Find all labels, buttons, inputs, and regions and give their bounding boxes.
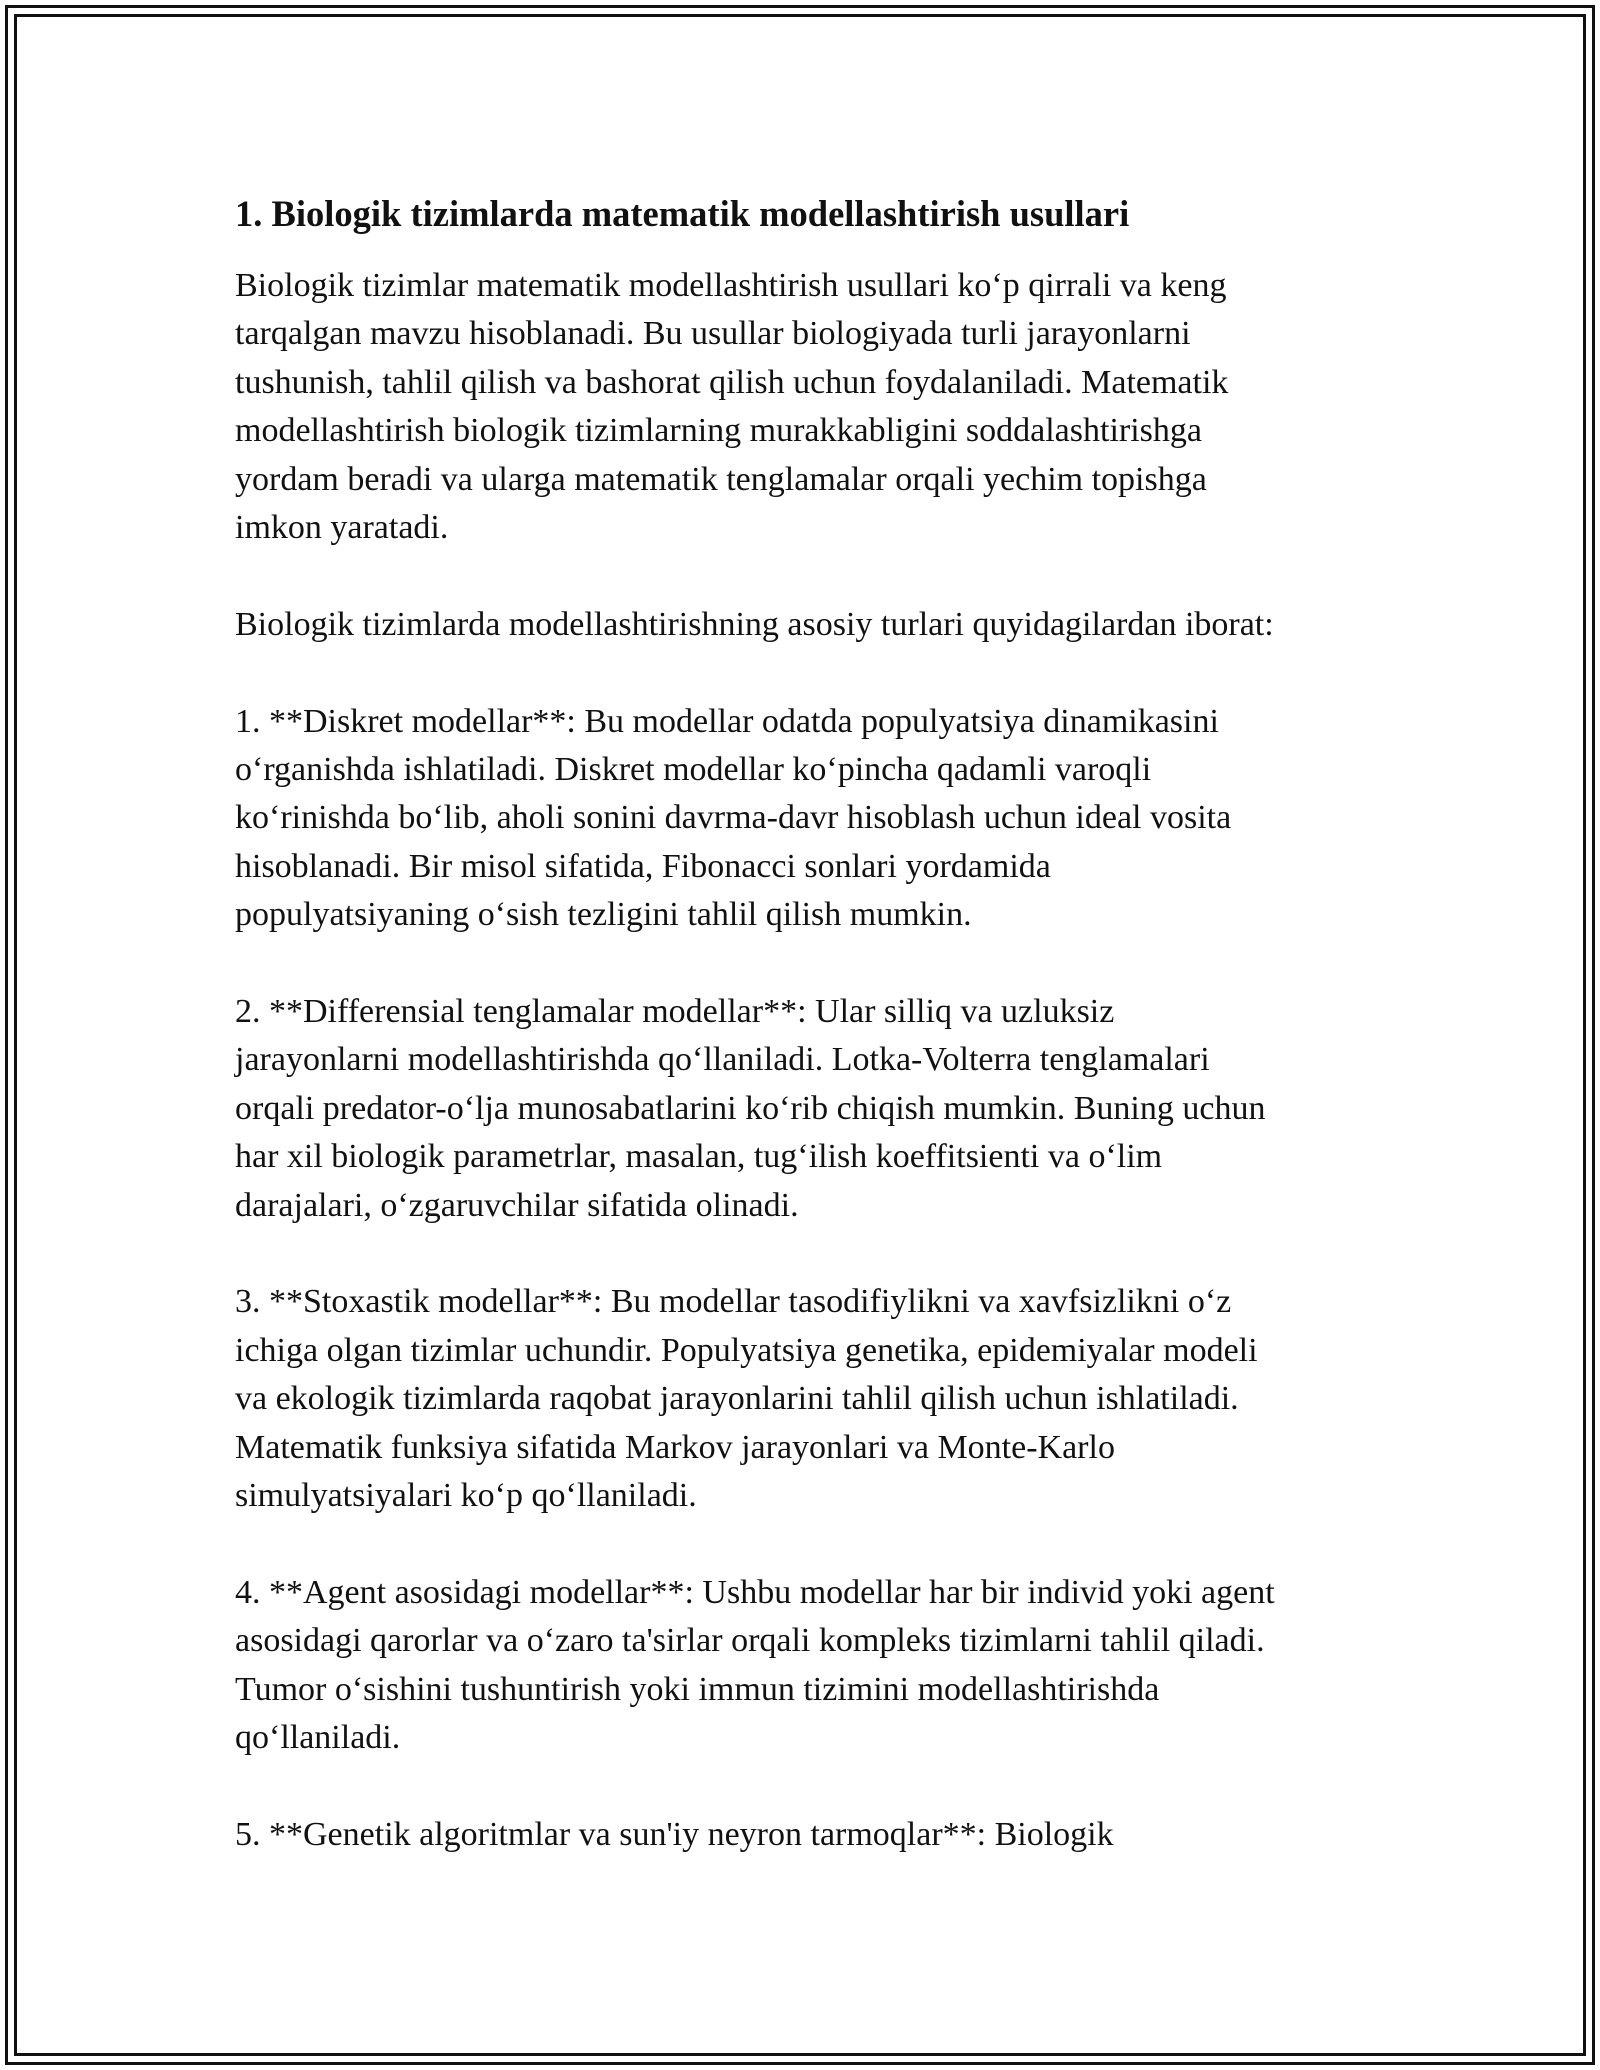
text-line: hisoblanadi. Bir misol sifatida, Fibonacci sonlari yordamida [235,847,1051,885]
paragraph-types-intro [235,601,1365,649]
paragraph-agent-models [235,1569,1365,1763]
text-line: 3. **Stoxastik modellar**: Bu modellar tasodifiylikni va xavfsizlikni o‘z [235,1283,1232,1321]
text-line: 4. **Agent asosidagi modellar**: Ushbu modellar har bir individ yoki agent [235,1573,1275,1611]
text-line: orqali predator-o‘lja munosabatlarini ko‘rib chiqish mumkin. Buning uchun [235,1089,1266,1127]
paragraph-differential-models [235,988,1365,1230]
text-line: ichiga olgan tizimlar uchundir. Populyatsiya genetika, epidemiyalar modeli [235,1331,1258,1369]
text-line: jarayonlarni modellashtirishda qo‘llaniladi. Lotka-Volterra tenglamalari [235,1041,1210,1079]
text-line: va ekologik tizimlarda raqobat jarayonlarini tahlil qilish uchun ishlatiladi. [235,1380,1239,1418]
text-line: har xil biologik parametrlar, masalan, tug‘ilish koeffitsienti va o‘lim [235,1138,1163,1176]
text-line: 5. **Genetik algoritmlar va sun'iy neyron tarmoqlar**: Biologik [235,1815,1114,1853]
text-line: 2. **Differensial tenglamalar modellar**: Ular silliq va uzluksiz [235,993,1115,1031]
text-line: yordam beradi va ularga matematik tenglamalar orqali yechim topishga [235,460,1207,498]
paragraph-genetic-algorithms [235,1811,1365,1859]
text-line: imkon yaratadi. [235,509,449,547]
text-line: populyatsiyaning o‘sish tezligini tahlil qilish mumkin. [235,896,972,934]
text-line: simulyatsiyalari ko‘p qo‘llaniladi. [235,1477,697,1515]
text-line: ko‘rinishda bo‘lib, aholi sonini davrma-davr hisoblash uchun ideal vosita [235,799,1232,837]
document-page [235,186,1365,1859]
text-line: o‘rganishda ishlatiladi. Diskret modellar ko‘pincha qadamli varoqli [235,751,1152,789]
paragraph-discrete-models [235,698,1365,940]
paragraph-stochastic-models [235,1278,1365,1520]
text-line: qo‘llaniladi. [235,1719,401,1757]
text-line: darajalari, o‘zgaruvchilar sifatida olinadi. [235,1186,799,1224]
text-line: Biologik tizimlar matematik modellashtirish usullari ko‘p qirrali va keng [235,267,1227,304]
text-line: modellashtirish biologik tizimlarning murakkabligini soddalashtirishga [235,412,1202,450]
text-line: 1. **Diskret modellar**: Bu modellar odatda populyatsiya dinamikasini [235,702,1219,740]
paragraph-intro [235,262,1365,552]
text-line: Tumor o‘sishini tushuntirish yoki immun tizimini modellashtirishda [235,1670,1160,1708]
text-line: Biologik tizimlarda modellashtirishning asosiy turlari quyidagilardan iborat: [235,605,1274,643]
section-heading: 1. Biologik tizimlarda matematik modellashtirish usullari [235,193,1130,234]
text-line: tushunish, tahlil qilish va bashorat qilish uchun foydalaniladi. Matematik [235,363,1229,401]
text-line: asosidagi qarorlar va o‘zaro ta'sirlar orqali kompleks tizimlarni tahlil qiladi. [235,1622,1265,1660]
text-line: tarqalgan mavzu hisoblanadi. Bu usullar biologiyada turli jarayonlarni [235,315,1191,353]
text-line: Matematik funksiya sifatida Markov jarayonlari va Monte-Karlo [235,1428,1115,1466]
